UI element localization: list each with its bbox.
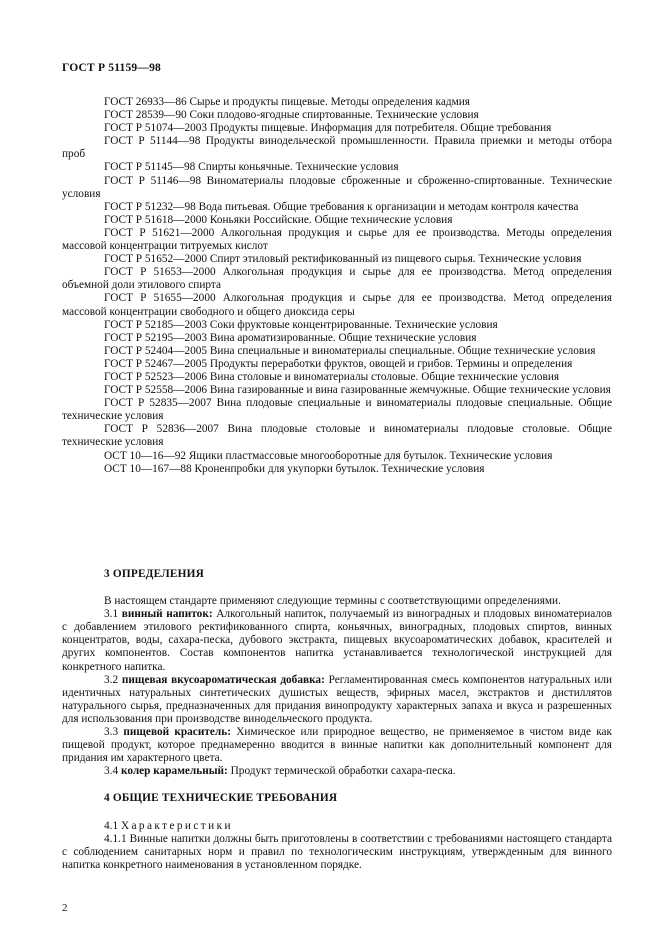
reference-item: ГОСТ Р 52558—2006 Вина газированные и вина газированные жемчужные. Общие технические условия <box>104 384 611 397</box>
definition-term: пищевая вкусоароматическая добавка: <box>121 673 325 686</box>
definition-3-1 <box>62 608 612 673</box>
definition-number: 3.1 <box>104 608 119 621</box>
definition-3-4 <box>62 765 612 778</box>
references-list <box>62 96 612 476</box>
definition-term: пищевой краситель: <box>123 726 231 739</box>
reference-item: ГОСТ Р 51655—2000 Алкогольная продукция и сырье для ее производства. Метод определения массовой концентрации свободного и общего диоксида серы <box>62 292 612 318</box>
reference-item: ГОСТ Р 52836—2007 Вина плодовые столовые и виноматериалы плодовые столовые. Общие технические условия <box>62 423 612 449</box>
reference-item: ГОСТ Р 52835—2007 Вина плодовые специальные и виноматериалы плодовые специальные. Общие технические условия <box>62 397 612 423</box>
paragraph-4-1-1: 4.1.1 Винные напитки должны быть приготовлены в соответствии с требованиями настоящего стандарта с соблюдением санитарных норм и правил по технологическим инструкциям, утвержденным для винного напитка конкретного наименования в установленном порядке. <box>62 832 612 871</box>
definition-3-2 <box>62 674 612 726</box>
reference-item: ГОСТ Р 52523—2006 Вина столовые и виноматериалы столовые. Общие технические условия <box>104 370 560 383</box>
definition-3-3 <box>62 726 612 765</box>
reference-item: ГОСТ Р 51621—2000 Алкогольная продукция и сырье для ее производства. Методы определения массовой концентрации титруемых кислот <box>62 226 612 253</box>
page-number: 2 <box>62 902 68 914</box>
reference-item: ГОСТ Р 51144—98 Продукты винодельческой промышленности. Правила приемки и методы отбора проб <box>62 135 612 161</box>
reference-item: ГОСТ Р 51145—98 Спирты коньячные. Технические условия <box>104 161 399 174</box>
definition-term: винный напиток: <box>121 608 213 621</box>
reference-item: ОСТ 10—16—92 Ящики пластмассовые многооборотные для бутылок. Технические условия <box>104 449 553 462</box>
document-body <box>62 568 612 872</box>
section-4-heading: 4 ОБЩИЕ ТЕХНИЧЕСКИЕ ТРЕБОВАНИЯ <box>104 792 338 805</box>
reference-item: ГОСТ Р 51074—2003 Продукты пищевые. Информация для потребителя. Общие требования <box>104 122 552 135</box>
page-header: ГОСТ Р 51159—98 <box>62 62 161 74</box>
reference-item: ГОСТ 28539—90 Соки плодово-ягодные спиртованные. Технические условия <box>104 109 479 122</box>
definition-number: 3.3 <box>104 726 119 739</box>
reference-item: ОСТ 10—167—88 Кроненпробки для укупорки бутылок. Технические условия <box>104 462 485 475</box>
reference-item: ГОСТ Р 51232—98 Вода питьевая. Общие требования к организации и методам контроля качества <box>104 200 579 213</box>
definition-text: Регламентированная смесь компонентов натуральных или идентичных натуральных синтетических душистых веществ, эфирных масел, экстрактов и дистиллятов натурального сырья, предназначенных для придания винопродукту характерных запаха и вкуса и разрешенных для использования при производстве винодельческого продукта. <box>62 673 613 725</box>
reference-item: ГОСТ Р 51146—98 Виноматериалы плодовые сброженные и сброженно-спиртованные. Технические условия <box>62 174 612 200</box>
definition-number: 3.4 <box>104 765 119 778</box>
reference-item: ГОСТ Р 52195—2003 Вина ароматизированные. Общие технические условия <box>104 331 477 344</box>
reference-item: ГОСТ Р 51652—2000 Спирт этиловый ректификованный из пищевого сырья. Технические условия <box>104 253 582 266</box>
reference-item: ГОСТ 26933—86 Сырье и продукты пищевые. Методы определения кадмия <box>104 96 470 108</box>
section-3-intro: В настоящем стандарте применяют следующие термины с соответствующими определениями. <box>104 595 561 608</box>
reference-item: ГОСТ Р 52467—2005 Продукты переработки фруктов, овощей и грибов. Термины и определения <box>104 357 573 370</box>
definition-term: колер карамельный: <box>120 765 228 778</box>
reference-item: ГОСТ Р 51653—2000 Алкогольная продукция и сырье для ее производства. Метод определения объемной доли этилового спирта <box>62 266 612 292</box>
reference-item: ГОСТ Р 52185—2003 Соки фруктовые концентрированные. Технические условия <box>104 318 498 331</box>
subsection-number: 4.1 <box>104 819 119 832</box>
subsection-4-1-heading <box>62 820 612 833</box>
reference-item: ГОСТ Р 51618—2000 Коньяки Российские. Общие технические условия <box>104 213 453 226</box>
subsection-title: Характеристики <box>120 819 233 832</box>
section-3-heading: 3 ОПРЕДЕЛЕНИЯ <box>104 568 204 580</box>
definition-text: Продукт термической обработки сахара-песка. <box>230 765 456 778</box>
reference-item: ГОСТ Р 52404—2005 Вина специальные и виноматериалы специальные. Общие технические условия <box>104 344 596 357</box>
definition-text: Химическое или природное вещество, не применяемое в чистом виде как пищевой продукт, которое преднамеренно вводится в винные напитки как дополнительный компонент для придания им характерного цвета. <box>62 726 613 765</box>
definition-number: 3.2 <box>104 673 119 686</box>
definition-text: Алкогольный напиток, получаемый из виноградных и плодовых виноматериалов с добавлением этилового ректификованного спирта, коньячных, виноградных, плодовых спиртов, винных концентратов, воды, сахара-песка, дубового экстракта, пищевых вкусоароматических добавок, красителей и других компонентов. Состав компонентов напитка устанавливается технологической инструкцией для конкретного напитка. <box>62 608 612 673</box>
